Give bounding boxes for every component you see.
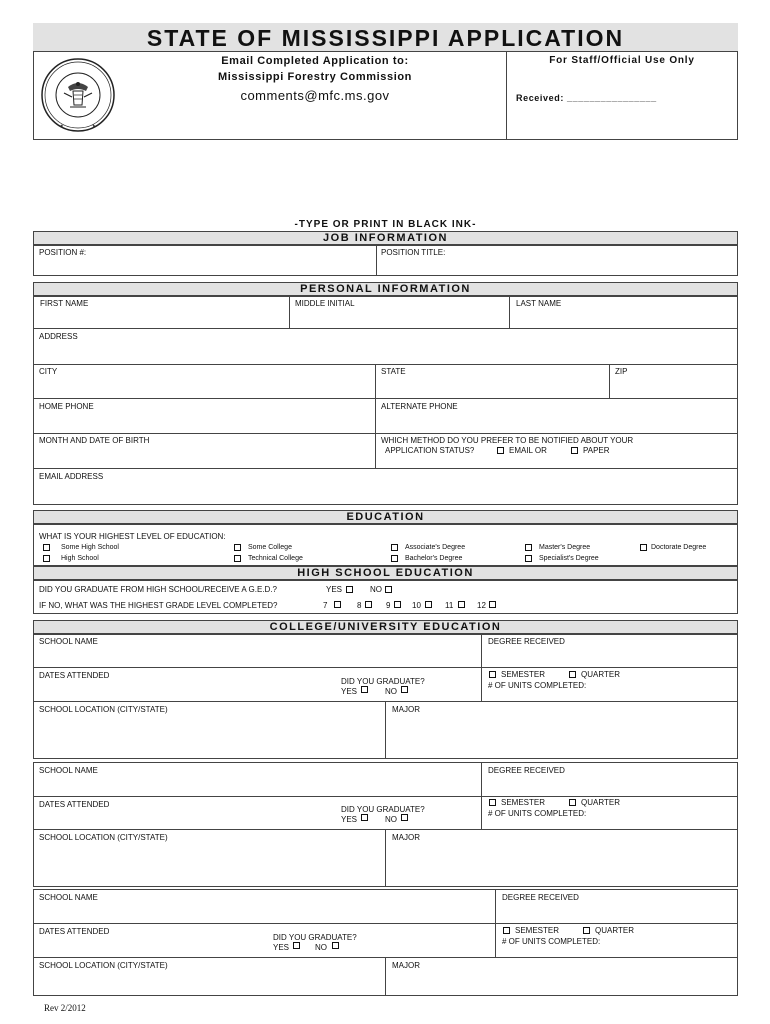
graduated-question: DID YOU GRADUATE FROM HIGH SCHOOL/RECEIVE A G.E.D.? [39, 585, 277, 594]
hs-yes-label: YES [326, 585, 343, 594]
grad-no-checkbox[interactable] [401, 686, 408, 693]
grad-yes-checkbox[interactable] [361, 814, 368, 821]
some-high-school-label: Some High School [61, 544, 119, 551]
specialists-degree-checkbox[interactable] [525, 555, 532, 562]
grade-8-label: 8 [357, 601, 362, 610]
education-heading: EDUCATION [33, 510, 738, 524]
hs-no-checkbox[interactable] [385, 586, 392, 593]
college-heading: COLLEGE/UNIVERSITY EDUCATION [33, 620, 738, 634]
quarter-label: QUARTER [595, 926, 634, 935]
school-location-field[interactable]: SCHOOL LOCATION (CITY/STATE) [39, 833, 168, 842]
semester-checkbox[interactable] [489, 671, 496, 678]
semester-label: SEMESTER [501, 798, 546, 807]
did-graduate-label: DID YOU GRADUATE? [341, 677, 425, 686]
dates-attended-field[interactable]: DATES ATTENDED [39, 927, 110, 936]
state-field[interactable]: STATE [381, 367, 406, 376]
bachelors-degree-label: Bachelor's Degree [405, 555, 463, 562]
grade-11-label: 11 [445, 601, 454, 610]
grade-7-checkbox[interactable] [334, 601, 341, 608]
major-field[interactable]: MAJOR [392, 833, 420, 842]
masters-degree-label: Master's Degree [539, 544, 591, 551]
grad-yes-label: YES [341, 687, 358, 696]
school-name-field[interactable]: SCHOOL NAME [39, 637, 98, 646]
degree-received-field[interactable]: DEGREE RECEIVED [488, 637, 565, 646]
doctorate-degree-checkbox[interactable] [640, 544, 647, 551]
major-field[interactable]: MAJOR [392, 705, 420, 714]
quarter-checkbox[interactable] [569, 799, 576, 806]
hs-yes-checkbox[interactable] [346, 586, 353, 593]
grade-11-checkbox[interactable] [458, 601, 465, 608]
revision-note: Rev 2/2012 [44, 1003, 86, 1013]
grade-8-checkbox[interactable] [365, 601, 372, 608]
some-high-school-checkbox[interactable] [43, 544, 50, 551]
quarter-label: QUARTER [581, 670, 620, 679]
high-school-checkbox[interactable] [43, 555, 50, 562]
svg-text:★: ★ [92, 123, 96, 128]
received-field: Received: ________________ [516, 93, 657, 103]
degree-received-field[interactable]: DEGREE RECEIVED [502, 893, 579, 902]
education-question: WHAT IS YOUR HIGHEST LEVEL OF EDUCATION: [39, 532, 226, 541]
paper-checkbox[interactable] [571, 447, 578, 454]
grad-no-label: NO [315, 943, 327, 952]
hs-no-label: NO [370, 585, 382, 594]
job-info-heading: JOB INFORMATION [33, 231, 738, 245]
email-address-field[interactable]: EMAIL ADDRESS [39, 472, 104, 481]
address-field[interactable]: ADDRESS [39, 332, 78, 341]
email-instructions-line2: Mississippi Forestry Commission [217, 71, 413, 83]
dates-attended-field[interactable]: DATES ATTENDED [39, 800, 110, 809]
doctorate-degree-label: Doctorate Degree [651, 544, 707, 551]
specialists-degree-label: Specialist's Degree [539, 555, 599, 562]
staff-only-label: For Staff/Official Use Only [549, 55, 695, 66]
high-school-label: High School [61, 555, 99, 562]
technical-college-checkbox[interactable] [234, 555, 241, 562]
paper-option-label: PAPER [583, 446, 610, 455]
high-school-heading: HIGH SCHOOL EDUCATION [33, 566, 738, 580]
some-college-label: Some College [248, 544, 292, 551]
major-field[interactable]: MAJOR [392, 961, 420, 970]
bachelors-degree-checkbox[interactable] [391, 555, 398, 562]
quarter-checkbox[interactable] [583, 927, 590, 934]
grad-yes-label: YES [273, 943, 290, 952]
some-college-checkbox[interactable] [234, 544, 241, 551]
semester-checkbox[interactable] [503, 927, 510, 934]
email-address-link[interactable]: comments@mfc.ms.gov [240, 88, 390, 103]
zip-field[interactable]: ZIP [615, 367, 628, 376]
birth-date-field[interactable]: MONTH AND DATE OF BIRTH [39, 436, 150, 445]
email-instructions-line1: Email Completed Application to: [221, 55, 409, 67]
associates-degree-checkbox[interactable] [391, 544, 398, 551]
dates-attended-field[interactable]: DATES ATTENDED [39, 671, 110, 680]
grad-yes-label: YES [341, 815, 358, 824]
units-completed-field[interactable]: # OF UNITS COMPLETED: [488, 681, 587, 690]
page-title: STATE OF MISSISSIPPI APPLICATION [33, 23, 738, 52]
grade-9-label: 9 [386, 601, 391, 610]
first-name-field[interactable]: FIRST NAME [40, 299, 89, 308]
notify-question-line1: WHICH METHOD DO YOU PREFER TO BE NOTIFIED ABOUT YOUR [381, 436, 634, 445]
technical-college-label: Technical College [248, 555, 303, 562]
school-name-field[interactable]: SCHOOL NAME [39, 766, 98, 775]
associates-degree-label: Associate's Degree [405, 544, 466, 551]
grade-9-checkbox[interactable] [394, 601, 401, 608]
masters-degree-checkbox[interactable] [525, 544, 532, 551]
quarter-checkbox[interactable] [569, 671, 576, 678]
state-seal-icon [40, 57, 116, 133]
grade-7-label: 7 [323, 601, 328, 610]
ink-instruction: -TYPE OR PRINT IN BLACK INK- [294, 219, 477, 230]
middle-initial-field[interactable]: MIDDLE INITIAL [295, 299, 355, 308]
svg-text:★: ★ [60, 123, 64, 128]
school-location-field[interactable]: SCHOOL LOCATION (CITY/STATE) [39, 705, 168, 714]
grade-10-checkbox[interactable] [425, 601, 432, 608]
personal-info-heading: PERSONAL INFORMATION [33, 282, 738, 296]
did-graduate-label: DID YOU GRADUATE? [273, 933, 357, 942]
city-field[interactable]: CITY [39, 367, 58, 376]
grade-10-label: 10 [412, 601, 421, 610]
home-phone-field[interactable]: HOME PHONE [39, 402, 94, 411]
email-option-label: EMAIL OR [509, 446, 547, 455]
units-completed-field[interactable]: # OF UNITS COMPLETED: [502, 937, 601, 946]
quarter-label: QUARTER [581, 798, 620, 807]
highest-grade-question: IF NO, WHAT WAS THE HIGHEST GRADE LEVEL COMPLETED? [39, 601, 278, 610]
semester-label: SEMESTER [501, 670, 546, 679]
position-number-field[interactable]: POSITION #: [39, 248, 87, 257]
grade-12-checkbox[interactable] [489, 601, 496, 608]
grad-yes-checkbox[interactable] [361, 686, 368, 693]
units-completed-field[interactable]: # OF UNITS COMPLETED: [488, 809, 587, 818]
semester-checkbox[interactable] [489, 799, 496, 806]
email-checkbox[interactable] [497, 447, 504, 454]
semester-label: SEMESTER [515, 926, 560, 935]
degree-received-field[interactable]: DEGREE RECEIVED [488, 766, 565, 775]
grad-yes-checkbox[interactable] [293, 942, 300, 949]
grad-no-label: NO [385, 687, 397, 696]
grad-no-label: NO [385, 815, 397, 824]
did-graduate-label: DID YOU GRADUATE? [341, 805, 425, 814]
school-name-field[interactable]: SCHOOL NAME [39, 893, 98, 902]
alternate-phone-field[interactable]: ALTERNATE PHONE [381, 402, 458, 411]
education-box [33, 524, 738, 566]
notify-question-line2: APPLICATION STATUS? [385, 446, 475, 455]
last-name-field[interactable]: LAST NAME [516, 299, 562, 308]
grad-no-checkbox[interactable] [332, 942, 339, 949]
grade-12-label: 12 [477, 601, 486, 610]
grad-no-checkbox[interactable] [401, 814, 408, 821]
position-title-field[interactable]: POSITION TITLE: [381, 248, 446, 257]
school-location-field[interactable]: SCHOOL LOCATION (CITY/STATE) [39, 961, 168, 970]
